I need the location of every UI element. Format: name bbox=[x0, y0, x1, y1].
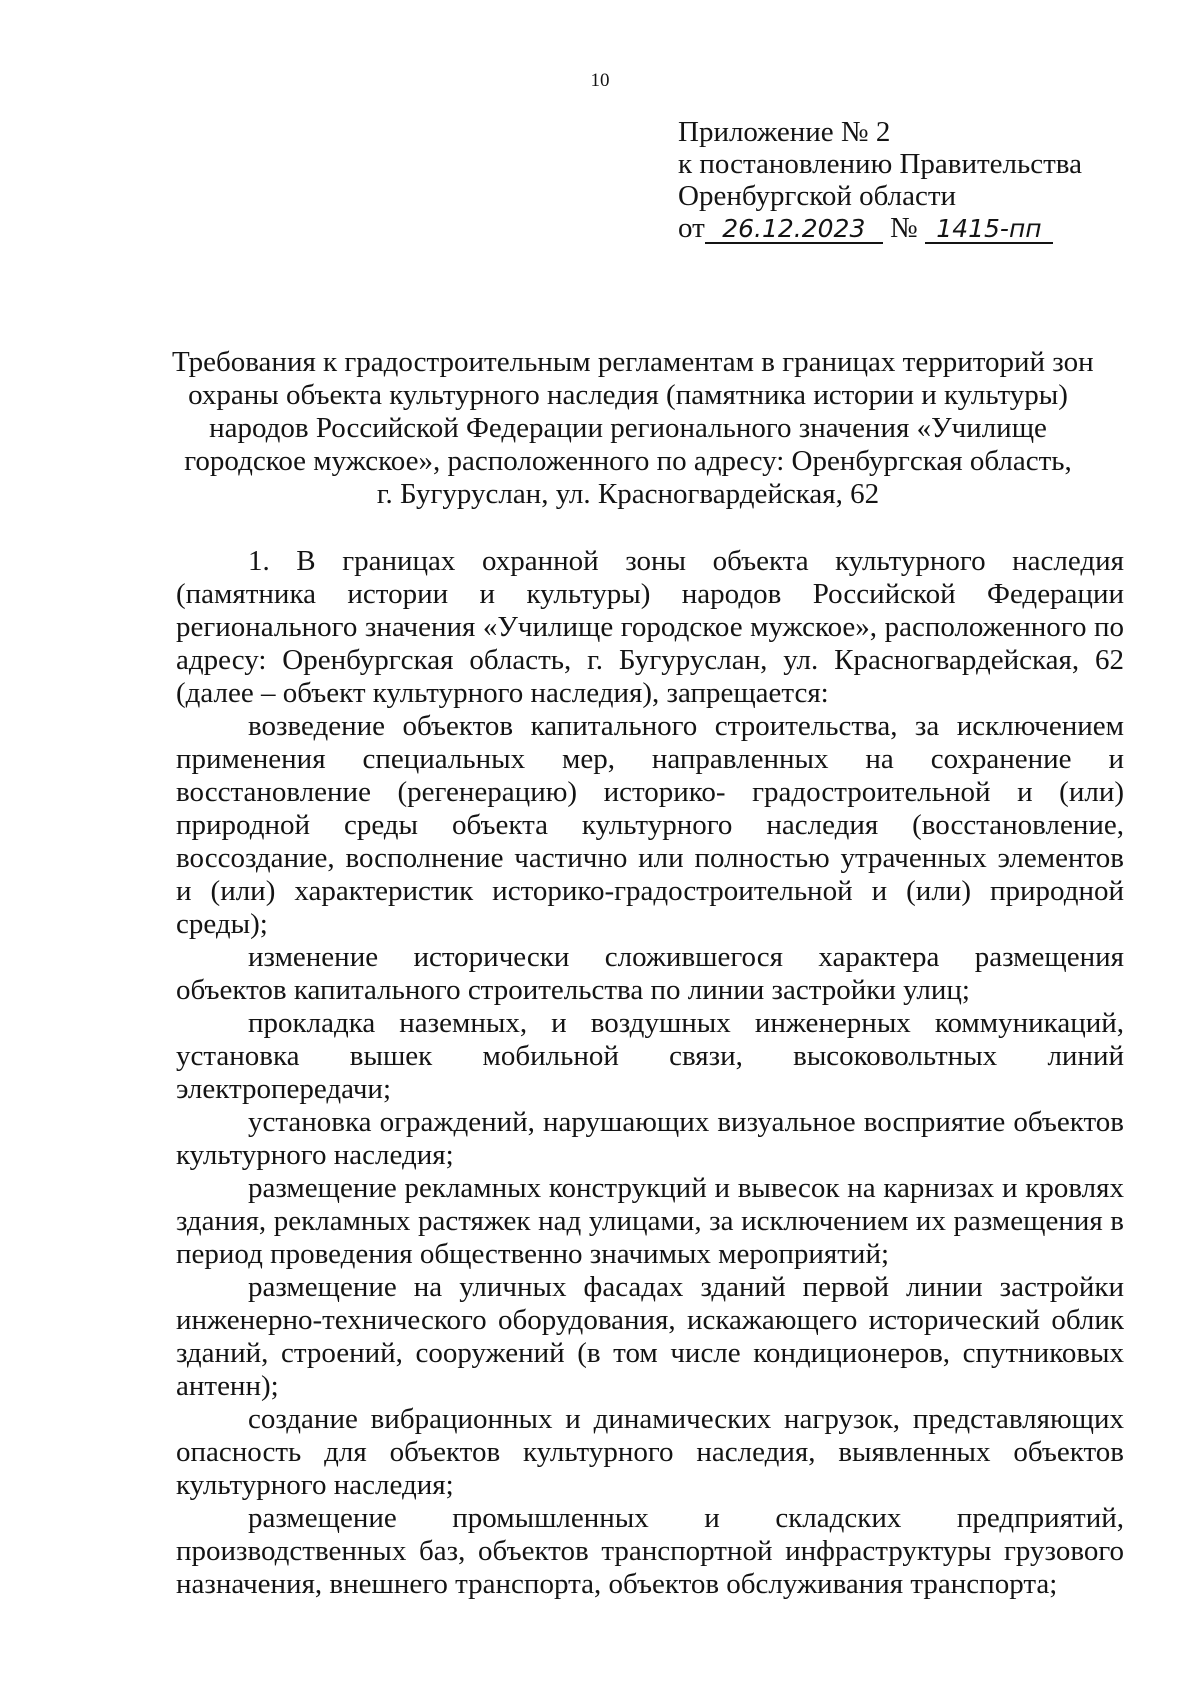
paragraph: установка ограждений, нарушающих визуальное восприятие объектов культурного наследия; bbox=[176, 1106, 1124, 1171]
paragraph: возведение объектов капитального строительства, за исключением применения специальных мер, направленных на сохранение и восстановление (регенерацию) историко- градостроительной и (или) природной среды объекта культурного наследия (восстановление, воссоздание, восполнение частично или полностью утраченных элементов и (или) характеристик историко-градостроительной и (или) природной среды); bbox=[176, 710, 1124, 940]
paragraph: 1. В границах охранной зоны объекта культурного наследия (памятника истории и культуры) народов Российской Федерации регионального значения «Училище городское мужское», расположенного по адресу: Оренбургская область, г. Бугуруслан, ул. Красногвардейская, 62 (далее – объект культурного наследия), запрещается: bbox=[176, 545, 1124, 709]
title-line: народов Российской Федерации регионального значения «Училище bbox=[209, 412, 1047, 444]
date-prefix: от bbox=[678, 212, 705, 244]
paragraph: прокладка наземных, и воздушных инженерных коммуникаций, установка вышек мобильной связи, высоковольтных линий электропередачи; bbox=[176, 1007, 1124, 1105]
document-body bbox=[176, 545, 1124, 1601]
paragraph: размещение на уличных фасадах зданий первой линии застройки инженерно-технического оборудования, искажающего исторический облик зданий, строений, сооружений (в том числе кондиционеров, спутниковых антенн); bbox=[176, 1271, 1124, 1402]
handwritten-date: 26.12.2023 bbox=[705, 216, 883, 244]
title-line: Требования к градостроительным регламентам в границах территорий зон bbox=[172, 346, 1094, 378]
document-title bbox=[172, 346, 1094, 511]
appendix-line: к постановлению Правительства bbox=[678, 148, 1082, 180]
number-prefix: № bbox=[890, 212, 918, 244]
title-line: городское мужское», расположенного по адресу: Оренбургская область, bbox=[184, 445, 1072, 477]
paragraph: создание вибрационных и динамических нагрузок, представляющих опасность для объектов культурного наследия, выявленных объектов культурного наследия; bbox=[176, 1403, 1124, 1501]
appendix-header bbox=[678, 116, 1148, 244]
appendix-line: Оренбургской области bbox=[678, 180, 957, 212]
paragraph: размещение промышленных и складских предприятий, производственных баз, объектов транспортной инфраструктуры грузового назначения, внешнего транспорта, объектов обслуживания транспорта; bbox=[176, 1502, 1124, 1600]
appendix-date-line bbox=[678, 212, 1148, 244]
page-number: 10 bbox=[590, 70, 610, 91]
paragraph: размещение рекламных конструкций и вывесок на карнизах и кровлях здания, рекламных растяжек над улицами, за исключением их размещения в период проведения общественно значимых мероприятий; bbox=[176, 1172, 1124, 1270]
title-line: г. Бугуруслан, ул. Красногвардейская, 62 bbox=[376, 478, 880, 510]
handwritten-number: 1415-пп bbox=[925, 216, 1053, 244]
paragraph: изменение исторически сложившегося характера размещения объектов капитального строительства по линии застройки улиц; bbox=[176, 941, 1124, 1006]
title-line: охраны объекта культурного наследия (памятника истории и культуры) bbox=[188, 379, 1068, 411]
appendix-line: Приложение № 2 bbox=[678, 116, 891, 148]
